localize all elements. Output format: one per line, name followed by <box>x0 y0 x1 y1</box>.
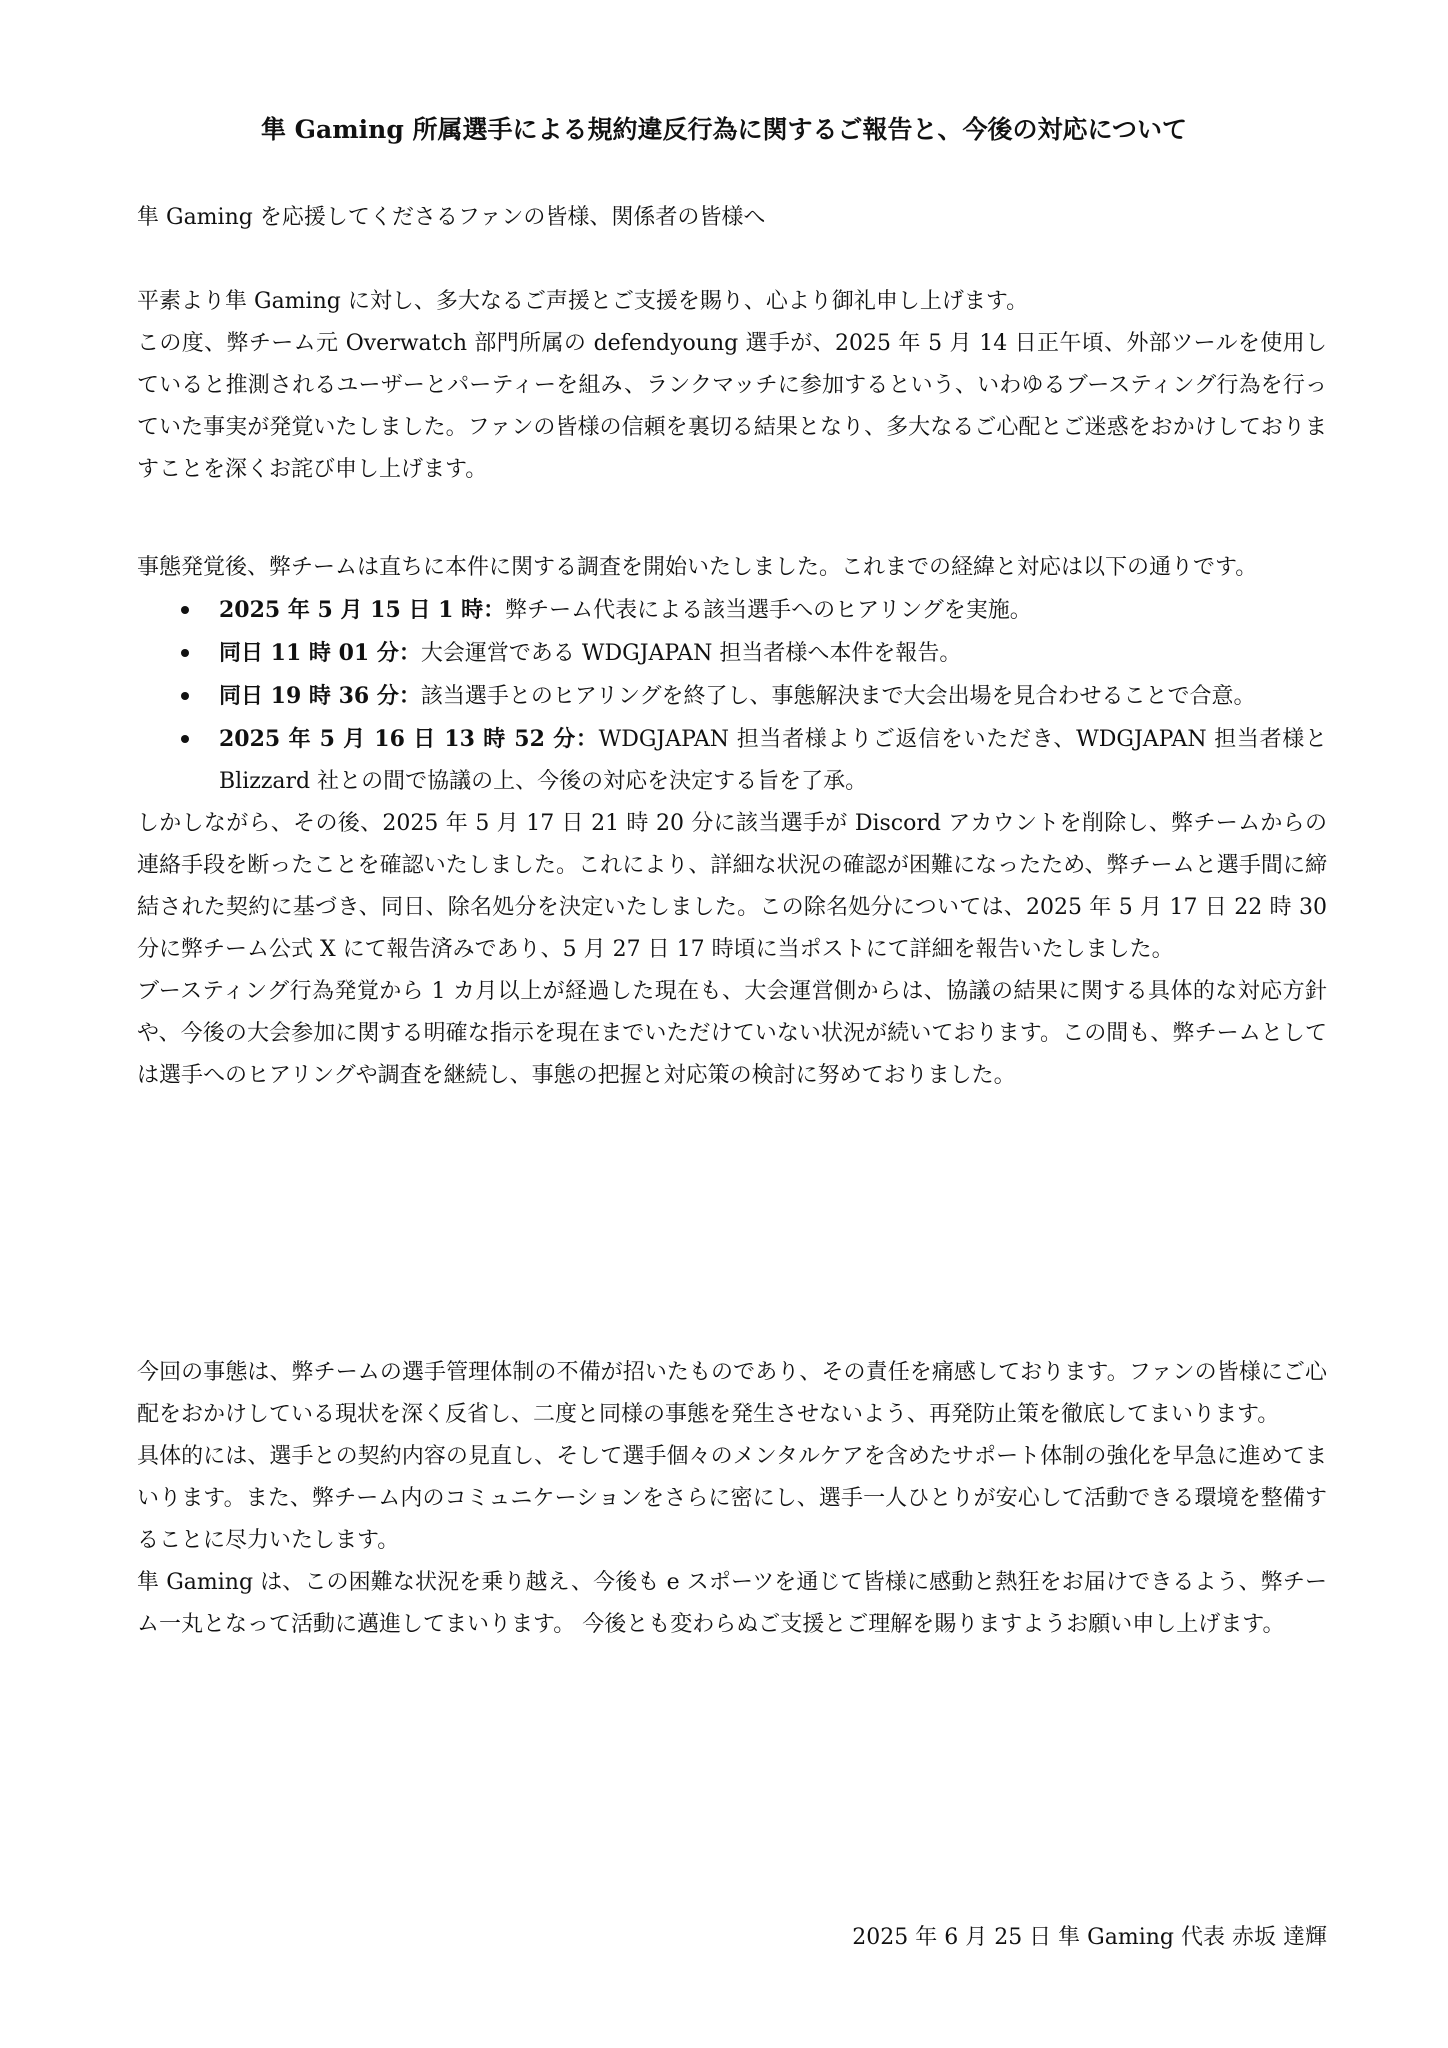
intro-paragraph-2: この度、弊チーム元 Overwatch 部門所属の defendyoung 選手が、2025 年 5 月 14 日正午頃、外部ツールを使用していると推測されるユーザーとパーティーを組み、ランクマッチに参加するという、いわゆるブースティング行為を行っていた事実が発覚いたしました。ファンの皆様の信頼を裏切る結果となり、多大なるご心配とご迷惑をおかけしておりますことを深くお詫び申し上げます。 <box>137 331 1327 482</box>
timeline-text: 弊チーム代表による該当選手へのヒアリングを実施。 <box>505 598 1032 623</box>
salutation-block <box>137 197 1327 239</box>
bullet-icon <box>181 735 189 743</box>
timeline-time: 2025 年 5 月 16 日 13 時 52 分： <box>219 726 599 752</box>
bullet-icon <box>181 649 189 657</box>
timeline-time: 2025 年 5 月 15 日 1 時： <box>219 597 506 623</box>
timeline-item <box>137 589 1327 632</box>
intro-section <box>137 281 1327 491</box>
bullet-icon <box>181 606 189 614</box>
closing-paragraph-2: 具体的には、選手との契約内容の見直し、そして選手個々のメンタルケアを含めたサポート体制の強化を早急に進めてまいります。また、弊チーム内のコミュニケーションをさらに密にし、選手一人ひとりが安心して活動できる環境を整備することに尽力いたします。 <box>137 1444 1327 1553</box>
document-title: 隼 Gaming 所属選手による規約違反行為に関するご報告と、今後の対応について <box>260 115 1188 144</box>
investigation-section <box>137 547 1327 1097</box>
timeline-item <box>137 718 1327 803</box>
timeline-time: 同日 11 時 01 分： <box>219 640 421 666</box>
timeline-time: 同日 19 時 36 分： <box>219 683 421 709</box>
signature-line: 2025 年 6 月 25 日 隼 Gaming 代表 赤坂 達輝 <box>852 1925 1327 1950</box>
timeline-text: 大会運営である WDGJAPAN 担当者様へ本件を報告。 <box>420 641 962 666</box>
timeline-text: WDGJAPAN 担当者様よりご返信をいただき、WDGJAPAN 担当者様と Blizzard 社との間で協議の上、今後の対応を決定する旨を了承。 <box>219 727 1327 794</box>
closing-section <box>137 1352 1327 1646</box>
investigation-lead: 事態発覚後、弊チームは直ちに本件に関する調査を開始いたしました。これまでの経緯と対応は以下の通りです。 <box>137 555 1258 580</box>
status-paragraph: ブースティング行為発覚から 1 カ月以上が経過した現在も、大会運営側からは、協議の結果に関する具体的な対応方針や、今後の大会参加に関する明確な指示を現在までいただけていない状況が続いております。この間も、弊チームとしては選手へのヒアリングや調査を継続し、事態の把握と対応策の検討に努めておりました。 <box>137 979 1327 1088</box>
timeline-text: 該当選手とのヒアリングを終了し、事態解決まで大会出場を見合わせることで合意。 <box>420 684 1256 709</box>
timeline-item <box>137 632 1327 675</box>
closing-paragraph-1: 今回の事態は、弊チームの選手管理体制の不備が招いたものであり、その責任を痛感しております。ファンの皆様にご心配をおかけしている現状を深く反省し、二度と同様の事態を発生させないよう、再発防止策を徹底してまいります。 <box>137 1360 1327 1427</box>
closing-paragraph-3: 隼 Gaming は、この困難な状況を乗り越え、今後も e スポーツを通じて皆様に感動と熱狂をお届けできるよう、弊チーム一丸となって活動に邁進してまいります。 今後とも変わらぬご支援とご理解を賜りますようお願い申し上げます。 <box>137 1570 1327 1637</box>
intro-paragraph-1: 平素より隼 Gaming に対し、多大なるご声援とご支援を賜り、心より御礼申し上げます。 <box>137 289 1029 314</box>
after-paragraph: しかしながら、その後、2025 年 5 月 17 日 21 時 20 分に該当選手が Discord アカウントを削除し、弊チームからの連絡手段を断ったことを確認いたしました。これにより、詳細な状況の確認が困難になったため、弊チームと選手間に締結された契約に基づき、同日、除名処分を決定いたしました。この除名処分については、2025 年 5 月 17 日 22 時 30 分に弊チーム公式 X にて報告済みであり、5 月 27 日 17 時頃に当ポストにて詳細を報告いたしました。 <box>137 811 1327 962</box>
timeline-list <box>137 589 1327 803</box>
salutation: 隼 Gaming を応援してくださるファンの皆様、関係者の皆様へ <box>137 205 766 230</box>
bullet-icon <box>181 692 189 700</box>
timeline-item <box>137 675 1327 718</box>
